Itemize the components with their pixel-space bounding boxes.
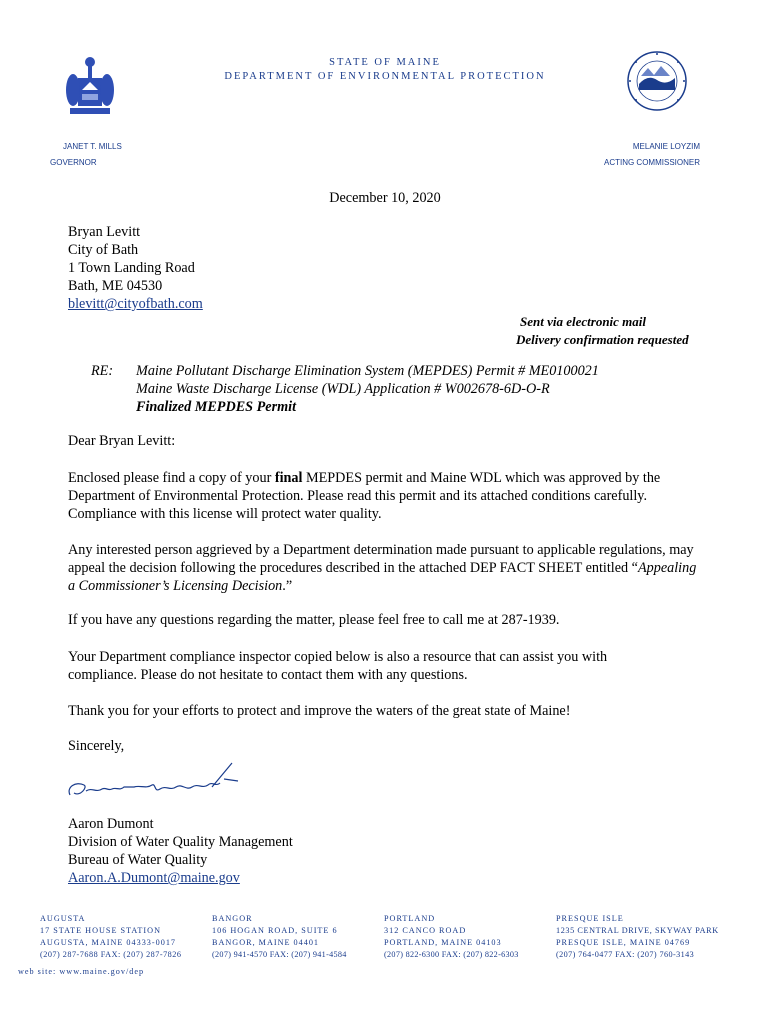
office-line-2: BANGOR, MAINE 04401 [212, 938, 320, 947]
office-line-1: 106 HOGAN ROAD, SUITE 6 [212, 926, 338, 935]
paragraph-2-end: .” [282, 578, 293, 594]
office-line-1: 17 STATE HOUSE STATION [40, 926, 161, 935]
footer-website: web site: www.maine.gov/dep [18, 967, 145, 976]
delivery-line-2: Delivery confirmation requested [516, 332, 689, 347]
commissioner-name: MELANIE LOYZIM [632, 142, 700, 151]
signer-bureau: Bureau of Water Quality [68, 852, 208, 868]
signer-name: Aaron Dumont [68, 816, 154, 832]
paragraph-2 [68, 541, 698, 595]
delivery-line-1: Sent via electronic mail [520, 314, 647, 329]
governor-name: JANET T. MILLS [63, 142, 122, 151]
office-line-2: AUGUSTA, MAINE 04333-0017 [40, 938, 177, 947]
office-city: PRESQUE ISLE [556, 914, 624, 923]
paragraph-4: Your Department compliance inspector copied below is also a resource that can assist you with compliance. Please do not hesitate to contact them with any questions. [68, 649, 608, 683]
paragraph-1-end: MEPDES permit and Maine WDL which was approved by the Department of Environmental Protection. Please read this permit and its attached conditions carefully. Compliance with this license will protect water quality. [68, 470, 661, 522]
office-line-2: PRESQUE ISLE, MAINE 04769 [556, 938, 691, 947]
salutation: Dear Bryan Levitt: [68, 433, 176, 449]
commissioner-title: ACTING COMMISSIONER [603, 158, 700, 167]
recipient-street: 1 Town Landing Road [68, 260, 195, 276]
paragraph-2-italic: Appealing a Commissioner’s Licensing Decision [68, 560, 697, 594]
re-label: RE: [91, 363, 114, 379]
department-heading: DEPARTMENT OF ENVIRONMENTAL PROTECTION [224, 71, 546, 82]
office-city: BANGOR [212, 914, 253, 923]
footer-office-presque-isle [556, 913, 719, 961]
office-city: AUGUSTA [40, 914, 86, 923]
office-line-3: (207) 941-4570 FAX: (207) 941-4584 [212, 950, 347, 959]
footer-office-bangor [212, 913, 347, 961]
signer-division: Division of Water Quality Management [68, 834, 293, 850]
paragraph-1-bold: final [274, 470, 303, 486]
office-line-1: 1235 CENTRAL DRIVE, SKYWAY PARK [556, 926, 719, 935]
re-line-3: Finalized MEPDES Permit [136, 399, 297, 415]
re-line-1: Maine Pollutant Discharge Elimination System (MEPDES) Permit # ME0100021 [136, 363, 599, 379]
recipient-email-link[interactable]: blevitt@cityofbath.com [68, 296, 203, 312]
office-line-2: PORTLAND, MAINE 04103 [384, 938, 502, 947]
recipient-city: Bath, ME 04530 [68, 278, 163, 294]
governor-title: GOVERNOR [50, 158, 97, 167]
paragraph-2-start: Any interested person aggrieved by a Department determination made pursuant to applicable regulations, may appeal the decision following the procedures described in the attached DEP FACT SHEET entitled “ [68, 542, 694, 576]
handwritten-signature [62, 757, 242, 805]
footer-office-augusta [40, 913, 181, 961]
state-heading: STATE OF MAINE [329, 57, 441, 68]
signature-block [68, 815, 293, 887]
recipient-block [68, 223, 203, 313]
recipient-name: Bryan Levitt [68, 224, 141, 240]
office-line-1: 312 CANCO ROAD [384, 926, 467, 935]
office-line-3: (207) 287-7688 FAX: (207) 287-7826 [40, 950, 182, 959]
paragraph-5: Thank you for your efforts to protect and improve the waters of the great state of Maine! [68, 703, 571, 719]
paragraph-1-start: Enclosed please find a copy of your [68, 470, 275, 486]
office-line-3: (207) 822-6300 FAX: (207) 822-6303 [384, 950, 519, 959]
paragraph-1 [68, 469, 708, 523]
delivery-note [516, 313, 689, 349]
signature-text: Aaron Dumont [62, 757, 69, 758]
office-line-3: (207) 764-0477 FAX: (207) 760-3143 [556, 950, 695, 959]
re-line-2: Maine Waste Discharge License (WDL) Application # W002678-6D-O-R [136, 381, 550, 397]
re-block [136, 362, 599, 416]
office-city: PORTLAND [384, 914, 436, 923]
signer-email-link[interactable]: Aaron.A.Dumont@maine.gov [68, 870, 240, 886]
paragraph-3: If you have any questions regarding the matter, please feel free to call me at 287-1939. [68, 612, 560, 628]
footer-office-portland [384, 913, 519, 961]
recipient-org: City of Bath [68, 242, 139, 258]
letter-date: December 10, 2020 [329, 190, 441, 206]
closing: Sincerely, [68, 738, 125, 754]
